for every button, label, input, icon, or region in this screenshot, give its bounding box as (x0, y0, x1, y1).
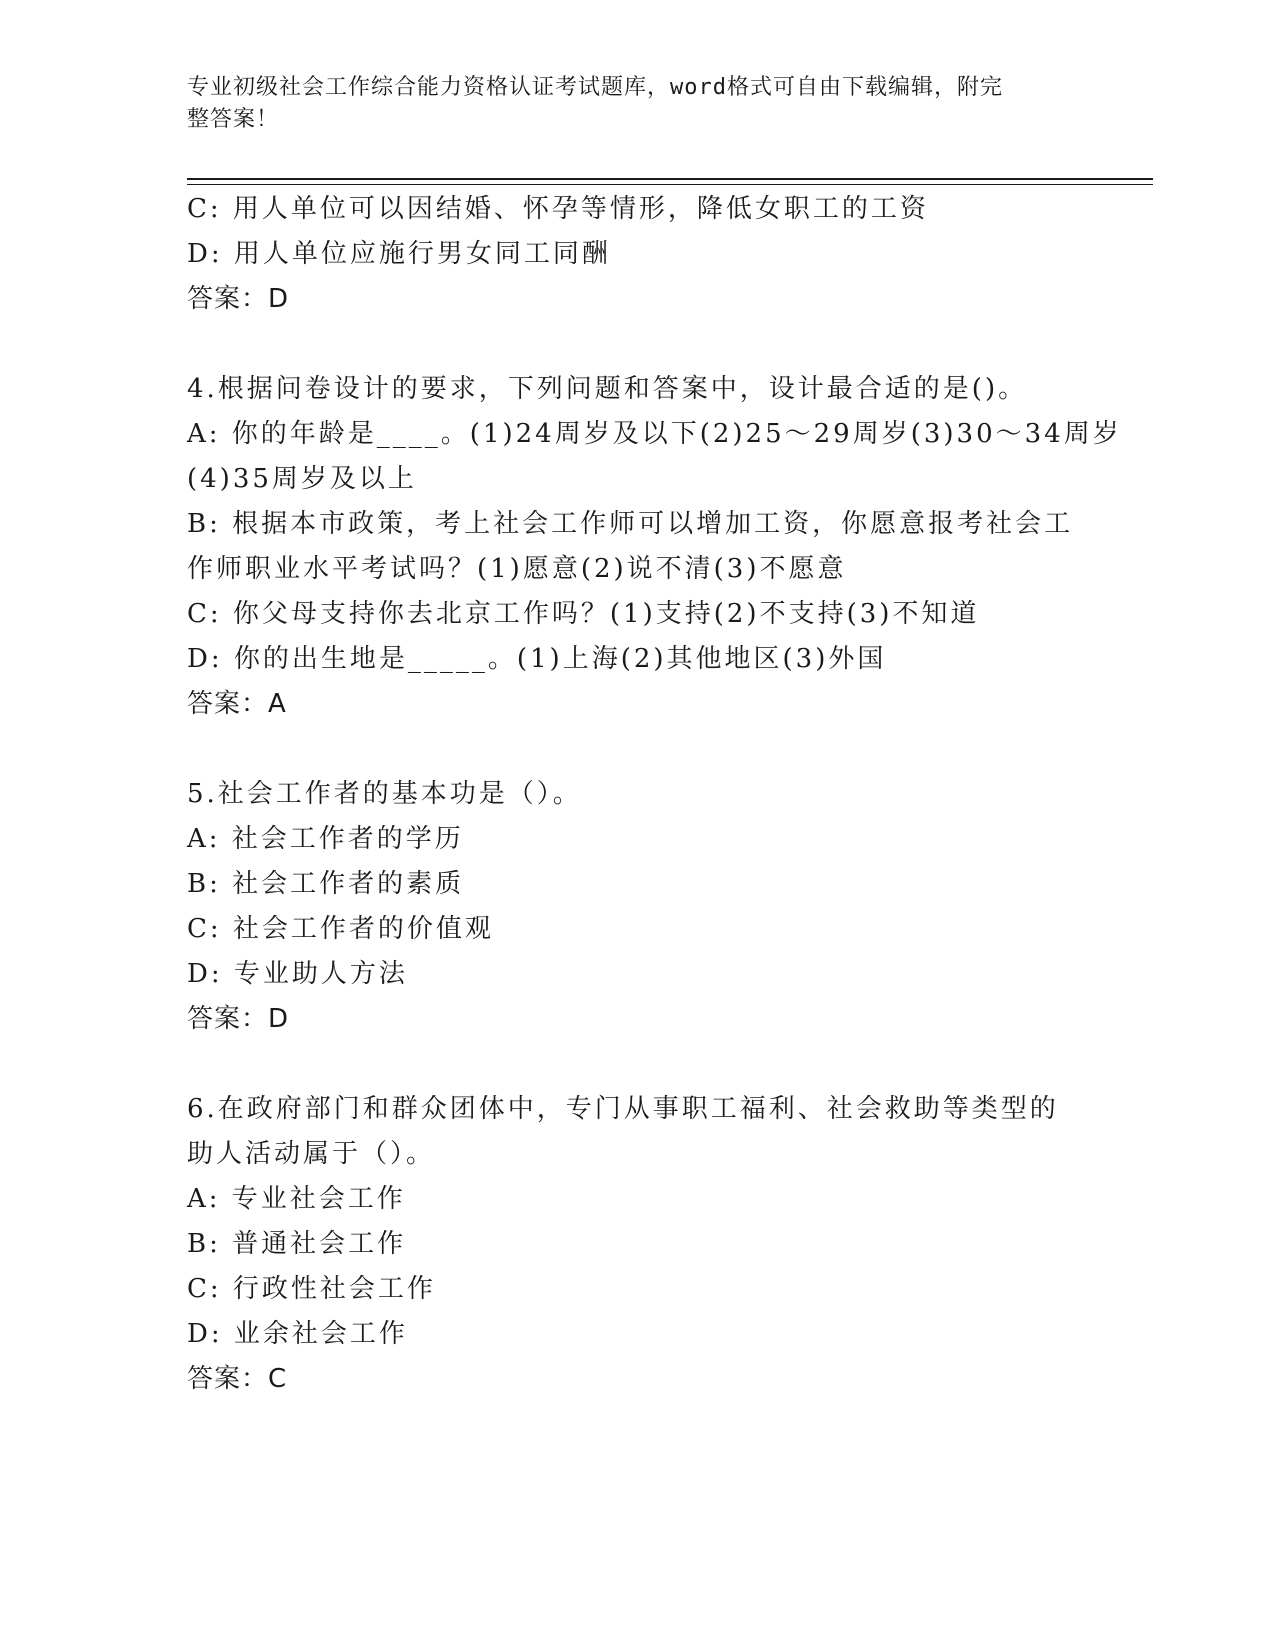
option-d: D: 用人单位应施行男女同工同酬 (187, 239, 611, 269)
question-block-3-partial (187, 187, 1087, 322)
document-header (187, 72, 1067, 136)
spacer (187, 1042, 1087, 1087)
header-divider-thick (187, 178, 1153, 180)
spacer (187, 322, 1087, 367)
question-stem: 4.根据问卷设计的要求，下列问题和答案中，设计最合适的是()。 (187, 374, 1028, 404)
option-b: B: 普通社会工作 (187, 1229, 407, 1259)
question-stem: 6.在政府部门和群众团体中，专门从事职工福利、社会救助等类型的 (187, 1094, 1059, 1124)
answer-line: 答案：A (187, 689, 287, 719)
question-block-4 (187, 367, 1122, 727)
option-a-continued: (4)35周岁及以上 (187, 464, 417, 494)
option-d: D: 你的出生地是_____。(1)上海(2)其他地区(3)外国 (187, 644, 887, 674)
answer-line: 答案：D (187, 284, 290, 314)
option-a: A: 你的年龄是____。(1)24周岁及以下(2)25～29周岁(3)30～34周岁 (187, 419, 1122, 449)
question-list (187, 187, 1122, 1402)
option-c: C: 社会工作者的价值观 (187, 914, 494, 944)
option-a: A: 专业社会工作 (187, 1184, 406, 1214)
option-c: C: 你父母支持你去北京工作吗？(1)支持(2)不支持(3)不知道 (187, 599, 980, 629)
question-stem-continued: 助人活动属于（）。 (187, 1139, 436, 1169)
question-block-5 (187, 772, 1087, 1042)
question-block-6 (187, 1087, 1087, 1402)
option-d: D: 业余社会工作 (187, 1319, 408, 1349)
answer-line: 答案：C (187, 1364, 288, 1394)
spacer (187, 727, 1087, 772)
header-divider-thin (187, 184, 1153, 185)
header-line-2: 整答案！ (187, 107, 280, 132)
option-a: A: 社会工作者的学历 (187, 824, 464, 854)
question-stem: 5.社会工作者的基本功是（）。 (187, 779, 582, 809)
option-b: B: 根据本市政策，考上社会工作师可以增加工资，你愿意报考社会工 (187, 509, 1074, 539)
header-line-1: 专业初级社会工作综合能力资格认证考试题库，word格式可自由下载编辑，附完 (187, 75, 1003, 100)
option-b: B: 社会工作者的素质 (187, 869, 465, 899)
option-c: C: 行政性社会工作 (187, 1274, 436, 1304)
answer-line: 答案：D (187, 1004, 290, 1034)
option-d: D: 专业助人方法 (187, 959, 408, 989)
option-b-continued: 作师职业水平考试吗？(1)愿意(2)说不清(3)不愿意 (187, 554, 847, 584)
option-c: C: 用人单位可以因结婚、怀孕等情形，降低女职工的工资 (187, 194, 929, 224)
